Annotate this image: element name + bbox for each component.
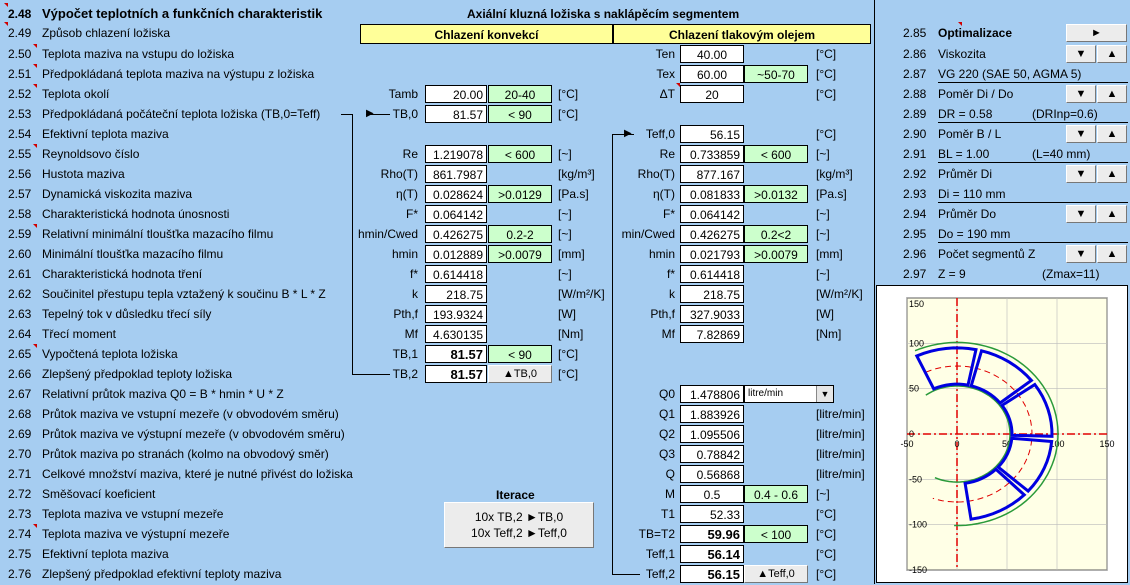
page-title: Výpočet teplotních a funkčních charakteristik (42, 6, 323, 21)
y-tick-label: 50 (909, 383, 920, 394)
param-symbol: hmin/Cwed (357, 227, 418, 241)
unit-label: [litre/min] (816, 447, 865, 461)
bracket-line (366, 114, 390, 115)
row-label: Hustota maziva (42, 167, 125, 181)
param-symbol: Re (402, 147, 418, 161)
limit-cell: < 90 (488, 345, 552, 363)
param-symbol: Tex (656, 67, 675, 81)
param-symbol: Teff,0 (645, 127, 675, 141)
param-symbol: k (669, 287, 675, 301)
param-symbol: Q1 (658, 407, 675, 421)
param-symbol: TB=T2 (638, 527, 675, 541)
comment-marker-icon (33, 144, 37, 148)
y-tick-label: -50 (909, 474, 923, 485)
chevron-down-icon[interactable]: ▼ (816, 386, 833, 402)
x-tick-label: -50 (900, 439, 914, 449)
iterace-title: Iterace (496, 488, 535, 502)
decrease-button[interactable]: ▼ (1066, 45, 1096, 63)
row-number: 2.91 (903, 147, 927, 161)
y-tick-label: -150 (909, 565, 928, 575)
row-label: Zlepšený předpoklad teploty ložiska (42, 367, 233, 381)
row-number: 2.96 (903, 247, 927, 261)
value-cell: 0.78842 (680, 445, 744, 463)
decrease-button[interactable]: ▼ (1066, 205, 1096, 223)
value-cell: 0.426275 (425, 225, 487, 243)
unit-label: [kg/m³] (558, 167, 595, 181)
row-number: 2.76 (8, 567, 32, 581)
row-number: 2.55 (8, 147, 32, 161)
right-label: Do = 190 mm (938, 227, 1011, 241)
row-label: Průtok maziva po stranách (kolmo na obvodový směr) (42, 447, 329, 461)
comment-marker-icon (33, 344, 37, 348)
unit-label: [~] (558, 207, 572, 221)
row-number: 2.65 (8, 347, 32, 361)
row-number: 2.51 (8, 67, 32, 81)
unit-label: [°C] (558, 367, 579, 381)
param-symbol: Pth,f (393, 307, 418, 321)
value-cell: 0.028624 (425, 185, 487, 203)
unit-label: [W] (816, 307, 834, 321)
bearing-diagram (876, 285, 1128, 583)
comment-marker-icon (33, 224, 37, 228)
param-symbol: TB,2 (392, 367, 418, 381)
value-cell[interactable]: 40.00 (680, 45, 744, 63)
right-label: BL = 1.00 (938, 147, 990, 161)
param-symbol: Tamb (388, 87, 418, 101)
comment-marker-icon (4, 3, 8, 7)
comment-marker-icon (33, 64, 37, 68)
iterate-line-2: 10x Teff,2 ►Teff,0 (471, 526, 567, 540)
right-label: Počet segmentů Z (938, 247, 1036, 261)
row-number: 2.70 (8, 447, 32, 461)
row-label: Zlepšený předpoklad efektivní teploty maziva (42, 567, 282, 581)
row-number: 2.95 (903, 227, 927, 241)
row-label: Teplota okolí (42, 87, 110, 101)
param-symbol: Mf (661, 327, 675, 341)
row-number: 2.89 (903, 107, 927, 121)
limit-cell: >0.0079 (488, 245, 552, 263)
unit-label: [~] (816, 487, 830, 501)
row-number: 2.73 (8, 507, 32, 521)
set-tb0-button[interactable]: ▲TB,0 (488, 365, 552, 383)
increase-button[interactable]: ▲ (1097, 45, 1127, 63)
q0-unit-value: litre/min (748, 388, 784, 399)
unit-label: [°C] (816, 87, 837, 101)
unit-label: [~] (816, 207, 830, 221)
limit-cell: 0.2<2 (744, 225, 808, 243)
right-label: Optimalizace (938, 26, 1013, 40)
row-label: Předpokládaná teplota maziva na výstupu z ložiska (42, 67, 315, 81)
q0-unit-select[interactable] (744, 385, 834, 403)
row-label: Reynoldsovo číslo (42, 147, 140, 161)
row-number: 2.59 (8, 227, 32, 241)
unit-label: [litre/min] (816, 427, 865, 441)
decrease-button[interactable]: ▼ (1066, 125, 1096, 143)
value-cell: 0.021793 (680, 245, 744, 263)
page-subtitle: Axiální kluzná ložiska s naklápěcím segmentem (467, 7, 740, 21)
limit-cell: < 600 (488, 145, 552, 163)
param-symbol: F* (406, 207, 418, 221)
bracket-line (612, 574, 640, 575)
bracket-line (612, 134, 613, 575)
bearing-plot (877, 286, 1127, 582)
value-cell: 861.7987 (425, 165, 487, 183)
underline (938, 242, 1128, 243)
value-cell: 7.82869 (680, 325, 744, 343)
value-cell: 1.883926 (680, 405, 744, 423)
unit-label: [~] (816, 227, 830, 241)
underline (938, 202, 1128, 203)
right-label: Z = 9 (938, 267, 966, 281)
right-label: Poměr B / L (938, 127, 1002, 141)
row-label: Teplota maziva ve vstupní mezeře (42, 507, 224, 521)
row-label: Směšovací koeficient (42, 487, 156, 501)
value-cell: 20 (680, 85, 744, 103)
row-number: 2.54 (8, 127, 32, 141)
row-label: Vypočtená teplota ložiska (42, 347, 178, 361)
row-number[interactable]: 2.48 (8, 7, 32, 21)
row-label: Třecí moment (42, 327, 117, 341)
param-symbol: hmin (648, 247, 675, 261)
param-symbol: T1 (660, 507, 675, 521)
right-label: VG 220 (SAE 50, AGMA 5) (938, 67, 1082, 81)
bracket-line (352, 374, 390, 375)
value-cell: 218.75 (680, 285, 744, 303)
unit-label: [litre/min] (816, 407, 865, 421)
unit-label: [W/m²/K] (558, 287, 605, 301)
row-label: Průtok maziva ve výstupní mezeře (v obvodovém směru) (42, 427, 345, 441)
right-label: Průměr Di (938, 167, 993, 181)
unit-label: [Pa.s] (558, 187, 589, 201)
unit-label: [~] (816, 267, 830, 281)
param-symbol: min/Cwed (621, 227, 675, 241)
row-number: 2.90 (903, 127, 927, 141)
unit-label: [mm] (816, 247, 843, 261)
right-label: Průměr Do (938, 207, 997, 221)
row-label: Předpokládaná počáteční teplota ložiska (TB,0=Teff) (42, 107, 321, 121)
iterate-line-1: 10x TB,2 ►TB,0 (474, 510, 564, 524)
limit-cell: 0.2-2 (488, 225, 552, 243)
row-number: 2.86 (903, 47, 927, 61)
comment-marker-icon (33, 84, 37, 88)
y-tick-label: 100 (909, 338, 925, 349)
unit-label: [°C] (816, 527, 837, 541)
unit-label: [Nm] (558, 327, 584, 341)
increase-button[interactable]: ▲ (1097, 165, 1127, 183)
row-number: 2.68 (8, 407, 32, 421)
x-tick-label: 150 (1099, 439, 1115, 449)
value-cell: 0.064142 (425, 205, 487, 223)
comment-marker-icon (676, 83, 680, 87)
value-cell: 877.167 (680, 165, 744, 183)
limit-cell: 20-40 (488, 85, 552, 103)
unit-label: [°C] (816, 127, 837, 141)
unit-label: [Pa.s] (816, 187, 847, 201)
row-label: Relativní minimální tloušťka mazacího filmu (42, 227, 274, 241)
param-symbol: Q3 (658, 447, 675, 461)
row-number: 2.50 (8, 47, 32, 61)
row-number: 2.74 (8, 527, 32, 541)
row-number: 2.88 (903, 87, 927, 101)
value-cell: 1.095506 (680, 425, 744, 443)
unit-label: [litre/min] (816, 467, 865, 481)
limit-cell: >0.0079 (744, 245, 808, 263)
row-number: 2.71 (8, 467, 32, 481)
param-symbol: Mf (404, 327, 418, 341)
value-cell: 218.75 (425, 285, 487, 303)
param-symbol: f* (666, 267, 675, 281)
row-number: 2.92 (903, 167, 927, 181)
unit-label: [°C] (816, 67, 837, 81)
row-number: 2.61 (8, 267, 32, 281)
unit-label: [°C] (816, 567, 837, 581)
unit-label: [°C] (816, 47, 837, 61)
row-number: 2.62 (8, 287, 32, 301)
right-note: (Zmax=11) (1042, 267, 1100, 281)
param-symbol: η(T) (396, 187, 418, 201)
value-cell: 0.614418 (425, 265, 487, 283)
x-tick-label: 50 (1001, 439, 1013, 449)
row-number: 2.53 (8, 107, 32, 121)
param-symbol: Pth,f (650, 307, 675, 321)
y-tick-label: 150 (909, 299, 925, 309)
row-label: Teplota maziva na vstupu do ložiska (42, 47, 235, 61)
param-symbol: TB,0 (392, 107, 418, 121)
param-symbol: Teff,2 (645, 567, 675, 581)
value-cell: 0.614418 (680, 265, 744, 283)
play-button[interactable]: ► (1066, 24, 1127, 42)
decrease-button[interactable]: ▼ (1066, 165, 1096, 183)
value-cell: 327.9033 (680, 305, 744, 323)
value-cell[interactable]: 60.00 (680, 65, 744, 83)
param-symbol: Q2 (658, 427, 675, 441)
value-cell[interactable]: 0.5 (680, 485, 744, 503)
row-label: Tepelný tok v důsledku třecí síly (42, 307, 212, 321)
unit-label: [Nm] (816, 327, 842, 341)
row-number: 2.69 (8, 427, 32, 441)
value-cell[interactable]: 20.00 (425, 85, 487, 103)
value-cell: 1.478806 (680, 385, 744, 403)
param-symbol: hmin (391, 247, 418, 261)
row-number: 2.63 (8, 307, 32, 321)
row-number: 2.57 (8, 187, 32, 201)
value-cell: 0.56868 (680, 465, 744, 483)
value-cell: 0.012889 (425, 245, 487, 263)
right-label: DR = 0.58 (938, 107, 993, 121)
underline (938, 122, 1128, 123)
row-label: Teplota maziva ve výstupní mezeře (42, 527, 230, 541)
increase-button[interactable]: ▲ (1097, 125, 1127, 143)
value-cell: 59.96 (680, 525, 744, 543)
row-number: 2.72 (8, 487, 32, 501)
row-number: 2.58 (8, 207, 32, 221)
unit-label: [~] (558, 147, 572, 161)
param-symbol: ΔT (659, 87, 675, 101)
row-label: Efektivní teplota maziva (42, 127, 169, 141)
increase-button[interactable]: ▲ (1097, 245, 1127, 263)
value-cell: 0.081833 (680, 185, 744, 203)
unit-label: [°C] (558, 107, 579, 121)
unit-label: [W] (558, 307, 576, 321)
set-teff0-button[interactable]: ▲Teff,0 (744, 565, 808, 583)
row-number: 2.97 (903, 267, 927, 281)
y-tick-label: 0 (909, 429, 915, 439)
row-label: Charakteristická hodnota únosnosti (42, 207, 230, 221)
value-cell: 56.15 (680, 125, 744, 143)
param-symbol: f* (409, 267, 418, 281)
param-symbol: TB,1 (392, 347, 418, 361)
param-symbol: η(T) (653, 187, 675, 201)
param-symbol: k (412, 287, 418, 301)
value-cell: 52.33 (680, 505, 744, 523)
row-number: 2.66 (8, 367, 32, 381)
x-tick-label: 0 (954, 439, 960, 449)
limit-cell: < 100 (744, 525, 808, 543)
unit-label: [~] (816, 147, 830, 161)
decrease-button[interactable]: ▼ (1066, 245, 1096, 263)
row-number: 2.85 (903, 26, 927, 40)
param-symbol: Q (665, 467, 675, 481)
right-note: (DRInp=0.6) (1032, 107, 1098, 121)
row-number: 2.75 (8, 547, 32, 561)
row-number: 2.67 (8, 387, 32, 401)
underline (938, 82, 1128, 83)
limit-cell: >0.0132 (744, 185, 808, 203)
value-cell: 56.15 (680, 565, 744, 583)
unit-label: [~] (558, 227, 572, 241)
row-label: Celkové množství maziva, které je nutné přivést do ložiska (42, 467, 353, 481)
row-label: Minimální tloušťka mazacího filmu (42, 247, 224, 261)
y-tick-label: -100 (909, 519, 928, 530)
unit-label: [mm] (558, 247, 585, 261)
right-label: Viskozita (938, 47, 986, 61)
iterate-button[interactable] (444, 502, 594, 548)
value-cell: 81.57 (425, 105, 487, 123)
row-label: Součinitel přestupu tepla vztažený k součinu B * L * Z (42, 287, 326, 301)
row-number: 2.87 (903, 67, 927, 81)
value-cell: 193.9324 (425, 305, 487, 323)
param-symbol: M (665, 487, 675, 501)
increase-button[interactable]: ▲ (1097, 205, 1127, 223)
param-symbol: Q0 (658, 387, 675, 401)
unit-label: [kg/m³] (816, 167, 853, 181)
x-tick-label: 100 (1049, 439, 1065, 449)
param-symbol: Rho(T) (637, 167, 675, 181)
limit-cell: 0.4 - 0.6 (744, 485, 808, 503)
right-label: Poměr Di / Do (938, 87, 1014, 101)
param-symbol: Rho(T) (380, 167, 418, 181)
bracket-line (352, 114, 353, 375)
right-label: Di = 110 mm (938, 187, 1006, 201)
value-cell: 0.733859 (680, 145, 744, 163)
row-number: 2.60 (8, 247, 32, 261)
value-cell: 56.14 (680, 545, 744, 563)
row-label: Dynamická viskozita maziva (42, 187, 193, 201)
comment-marker-icon (958, 22, 962, 26)
value-cell: 0.064142 (680, 205, 744, 223)
param-symbol: F* (663, 207, 675, 221)
bracket-line (341, 114, 353, 115)
row-label: Průtok maziva ve vstupní mezeře (v obvodovém směru) (42, 407, 339, 421)
param-symbol: Re (659, 147, 675, 161)
comment-marker-icon (33, 44, 37, 48)
comment-marker-icon (33, 524, 37, 528)
unit-label: [°C] (558, 347, 579, 361)
right-note: (L=40 mm) (1032, 147, 1091, 161)
unit-label: [W/m²/K] (816, 287, 863, 301)
param-symbol: Ten (655, 47, 675, 61)
param-symbol: Teff,1 (645, 547, 675, 561)
unit-label: [°C] (558, 87, 579, 101)
value-cell: 0.426275 (680, 225, 744, 243)
value-cell: 4.630135 (425, 325, 487, 343)
row-label: Relativní průtok maziva Q0 = B * hmin * U * Z (42, 387, 284, 401)
row-label: Způsob chlazení ložiska (42, 26, 171, 40)
limit-cell: ~50-70 (744, 65, 808, 83)
row-label: Charakteristická hodnota tření (42, 267, 203, 281)
limit-cell: < 90 (488, 105, 552, 123)
row-number: 2.52 (8, 87, 32, 101)
comment-marker-icon (4, 22, 8, 26)
unit-label: [°C] (816, 547, 837, 561)
header-pressure-oil: Chlazení tlakovým olejem (613, 24, 871, 44)
value-cell: 1.219078 (425, 145, 487, 163)
panel-divider (874, 0, 875, 584)
unit-label: [~] (558, 267, 572, 281)
decrease-button[interactable]: ▼ (1066, 85, 1096, 103)
header-convection: Chlazení konvekcí (360, 24, 613, 44)
value-cell: 81.57 (425, 345, 487, 363)
limit-cell: >0.0129 (488, 185, 552, 203)
row-label: Efektivní teplota maziva (42, 547, 169, 561)
arrow-right-icon: ▶ (624, 128, 632, 139)
underline (938, 162, 1128, 163)
increase-button[interactable]: ▲ (1097, 85, 1127, 103)
value-cell: 81.57 (425, 365, 487, 383)
row-number: 2.94 (903, 207, 927, 221)
unit-label: [°C] (816, 507, 837, 521)
limit-cell: < 600 (744, 145, 808, 163)
row-number: 2.49 (8, 26, 32, 40)
row-number: 2.64 (8, 327, 32, 341)
row-number: 2.93 (903, 187, 927, 201)
row-number: 2.56 (8, 167, 32, 181)
